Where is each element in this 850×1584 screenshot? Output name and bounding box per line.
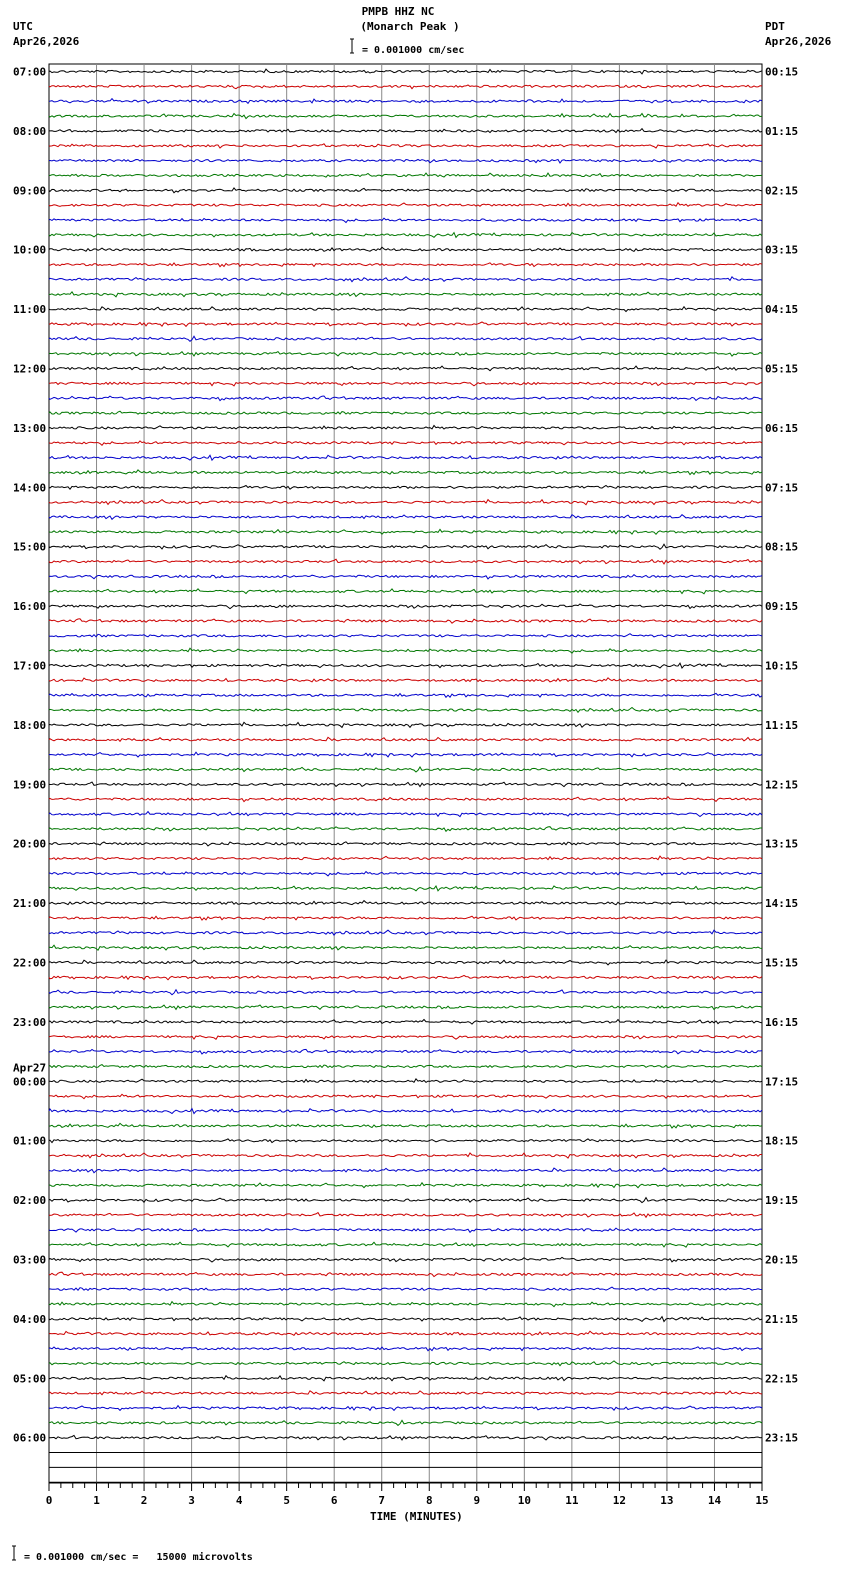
pdt-hour-label: 20:15 <box>765 1253 799 1267</box>
pdt-hour-label: 00:15 <box>765 65 799 79</box>
seismic-trace <box>49 842 762 846</box>
x-tick-label: 1 <box>93 1494 100 1507</box>
seismic-trace <box>49 233 762 238</box>
seismic-trace <box>49 975 762 979</box>
right-date: Apr26,2026 <box>765 35 832 48</box>
x-axis-label: TIME (MINUTES) <box>370 1510 463 1523</box>
pdt-hour-label: 12:15 <box>765 778 799 792</box>
utc-hour-label: 05:00 <box>13 1372 47 1386</box>
x-tick-label: 13 <box>660 1494 674 1507</box>
seismic-trace <box>49 1420 762 1425</box>
seismic-trace <box>49 767 762 772</box>
site-name: (Monarch Peak ) <box>360 20 460 33</box>
pdt-hour-label: 17:15 <box>765 1075 799 1089</box>
seismic-trace <box>49 69 762 74</box>
seismic-trace <box>49 544 762 549</box>
seismic-trace <box>49 916 762 920</box>
pdt-hour-label: 15:15 <box>765 956 799 970</box>
utc-hour-label: 09:00 <box>13 184 47 198</box>
seismic-trace <box>49 1168 762 1173</box>
pdt-hour-label: 04:15 <box>765 303 799 317</box>
x-tick-label: 4 <box>235 1494 243 1507</box>
x-tick-label: 6 <box>330 1494 338 1507</box>
seismic-trace <box>49 1153 762 1158</box>
seismic-trace <box>49 352 762 357</box>
utc-hour-label: 00:00 <box>13 1075 47 1089</box>
utc-hour-label: 15:00 <box>13 540 47 554</box>
utc-hour-label: 11:00 <box>13 303 47 317</box>
seismic-trace <box>49 203 762 207</box>
pdt-hour-label: 08:15 <box>765 540 799 554</box>
seismic-trace <box>49 1331 762 1335</box>
x-tick-label: 7 <box>378 1494 386 1507</box>
pdt-hour-label: 01:15 <box>765 124 799 138</box>
seismic-trace <box>49 812 762 817</box>
seismic-trace <box>49 559 762 564</box>
seismic-trace <box>49 486 762 490</box>
pdt-hour-label: 14:15 <box>765 897 799 911</box>
seismic-trace <box>49 1109 762 1114</box>
seismic-trace <box>49 247 762 251</box>
seismic-trace <box>49 678 762 682</box>
pdt-hour-label: 13:15 <box>765 837 799 851</box>
seismic-trace <box>49 1139 762 1143</box>
seismic-trace <box>49 1257 762 1262</box>
x-tick-label: 9 <box>473 1494 481 1507</box>
seismic-trace <box>49 1361 762 1366</box>
seismic-trace <box>49 426 762 430</box>
seismic-trace <box>49 336 762 341</box>
utc-hour-label: 17:00 <box>13 659 47 673</box>
seismic-trace <box>49 589 762 594</box>
seismic-trace <box>49 263 762 267</box>
x-tick-label: 2 <box>140 1494 148 1507</box>
x-tick-label: 15 <box>755 1494 769 1507</box>
seismic-trace <box>49 1049 762 1054</box>
seismic-trace <box>49 441 762 445</box>
station-title: PMPB HHZ NC <box>361 5 435 18</box>
seismic-trace <box>49 173 762 177</box>
seismic-trace <box>49 737 762 741</box>
seismic-trace <box>49 1123 762 1128</box>
seismic-trace <box>49 322 762 326</box>
seismic-trace <box>49 99 762 104</box>
pdt-hour-label: 09:15 <box>765 600 799 614</box>
seismic-trace <box>49 930 762 935</box>
x-tick-label: 0 <box>45 1494 53 1507</box>
seismic-trace <box>49 634 762 637</box>
pdt-hour-label: 03:15 <box>765 243 799 257</box>
seismic-trace <box>49 722 762 727</box>
pdt-hour-label: 22:15 <box>765 1372 799 1386</box>
seismic-trace <box>49 1020 762 1025</box>
seismic-trace <box>49 782 762 787</box>
utc-hour-label: 23:00 <box>13 1015 47 1029</box>
seismic-trace <box>49 500 762 505</box>
pdt-hour-label: 06:15 <box>765 421 799 435</box>
x-tick-label: 12 <box>612 1494 627 1507</box>
utc-hour-label: 19:00 <box>13 778 47 792</box>
scale-text: = 0.001000 cm/sec <box>362 45 465 56</box>
right-timezone: PDT <box>765 20 785 33</box>
utc-hour-label: 03:00 <box>13 1253 47 1267</box>
seismic-trace <box>49 188 762 193</box>
utc-hour-label: 14:00 <box>13 481 47 495</box>
utc-hour-label: 13:00 <box>13 421 47 435</box>
seismic-trace <box>49 411 762 414</box>
pdt-hour-label: 23:15 <box>765 1431 799 1445</box>
seismic-trace <box>49 1272 762 1276</box>
seismic-trace <box>49 797 762 802</box>
utc-hour-label: 08:00 <box>13 124 47 138</box>
seismic-trace <box>49 1347 762 1351</box>
utc-hour-label: 04:00 <box>13 1312 47 1326</box>
seismic-trace <box>49 529 762 534</box>
seismic-trace <box>49 292 762 297</box>
seismic-trace <box>49 945 762 950</box>
utc-hour-label: 10:00 <box>13 243 47 257</box>
x-tick-label: 3 <box>188 1494 195 1507</box>
seismic-trace <box>49 1228 762 1232</box>
seismic-trace <box>49 663 762 668</box>
pdt-hour-label: 05:15 <box>765 362 799 376</box>
seismic-trace <box>49 396 762 401</box>
pdt-hour-label: 16:15 <box>765 1015 799 1029</box>
pdt-hour-label: 21:15 <box>765 1312 799 1326</box>
utc-hour-label: 12:00 <box>13 362 47 376</box>
seismic-trace <box>49 575 762 579</box>
seismic-trace <box>49 693 762 697</box>
utc-hour-label: 21:00 <box>13 897 47 911</box>
date-change-label: Apr27 <box>13 1061 47 1075</box>
seismic-trace <box>49 1435 762 1440</box>
seismic-trace <box>49 114 762 119</box>
seismic-trace <box>49 1183 762 1188</box>
seismic-trace <box>49 1317 762 1322</box>
pdt-hour-label: 07:15 <box>765 481 799 495</box>
left-timezone: UTC <box>13 20 33 33</box>
seismic-trace <box>49 366 762 371</box>
utc-hour-label: 20:00 <box>13 837 47 851</box>
x-tick-label: 14 <box>707 1494 722 1507</box>
pdt-hour-label: 02:15 <box>765 184 799 198</box>
seismic-trace <box>49 129 762 133</box>
seismic-trace <box>49 277 762 282</box>
utc-hour-label: 07:00 <box>13 65 47 79</box>
seismic-trace <box>49 901 762 905</box>
seismic-trace <box>49 1005 762 1010</box>
utc-hour-label: 18:00 <box>13 718 47 732</box>
pdt-hour-label: 10:15 <box>765 659 799 673</box>
utc-hour-label: 01:00 <box>13 1134 47 1148</box>
seismic-trace <box>49 827 762 832</box>
seismic-trace <box>49 1287 762 1290</box>
seismic-trace <box>49 1036 762 1040</box>
seismic-trace <box>49 144 762 148</box>
utc-hour-label: 16:00 <box>13 600 47 614</box>
seismic-trace <box>49 1198 762 1203</box>
seismic-trace <box>49 1406 762 1411</box>
seismic-trace <box>49 470 762 475</box>
seismic-trace <box>49 218 762 222</box>
seismic-trace <box>49 604 762 609</box>
seismic-trace <box>49 872 762 876</box>
seismic-trace <box>49 619 762 623</box>
seismic-trace <box>49 708 762 713</box>
seismic-trace <box>49 160 762 164</box>
seismic-trace <box>49 382 762 386</box>
seismic-trace <box>49 1376 762 1381</box>
x-tick-label: 5 <box>283 1494 290 1507</box>
seismic-trace <box>49 1094 762 1098</box>
seismic-trace <box>49 455 762 460</box>
utc-hour-label: 02:00 <box>13 1194 47 1208</box>
x-tick-label: 8 <box>425 1494 433 1507</box>
seismic-trace <box>49 1302 762 1307</box>
utc-hour-label: 06:00 <box>13 1431 47 1445</box>
seismic-trace <box>49 856 762 860</box>
seismic-trace <box>49 648 762 653</box>
seismic-trace <box>49 1065 762 1068</box>
seismic-trace <box>49 886 762 891</box>
seismic-trace <box>49 1391 762 1395</box>
x-tick-label: 10 <box>517 1494 531 1507</box>
footer-scale-text: = 0.001000 cm/sec = 15000 microvolts <box>24 1552 253 1563</box>
seismic-trace <box>49 960 762 965</box>
pdt-hour-label: 18:15 <box>765 1134 799 1148</box>
seismic-trace <box>49 1079 762 1083</box>
seismic-trace <box>49 752 762 757</box>
pdt-hour-label: 11:15 <box>765 718 799 732</box>
seismic-trace <box>49 307 762 312</box>
seismic-trace <box>49 515 762 520</box>
left-date: Apr26,2026 <box>13 35 80 48</box>
x-tick-label: 11 <box>565 1494 579 1507</box>
seismic-trace <box>49 1242 762 1247</box>
seismic-trace <box>49 85 762 89</box>
seismic-trace <box>49 1213 762 1218</box>
seismic-trace <box>49 990 762 995</box>
utc-hour-label: 22:00 <box>13 956 47 970</box>
pdt-hour-label: 19:15 <box>765 1194 799 1208</box>
